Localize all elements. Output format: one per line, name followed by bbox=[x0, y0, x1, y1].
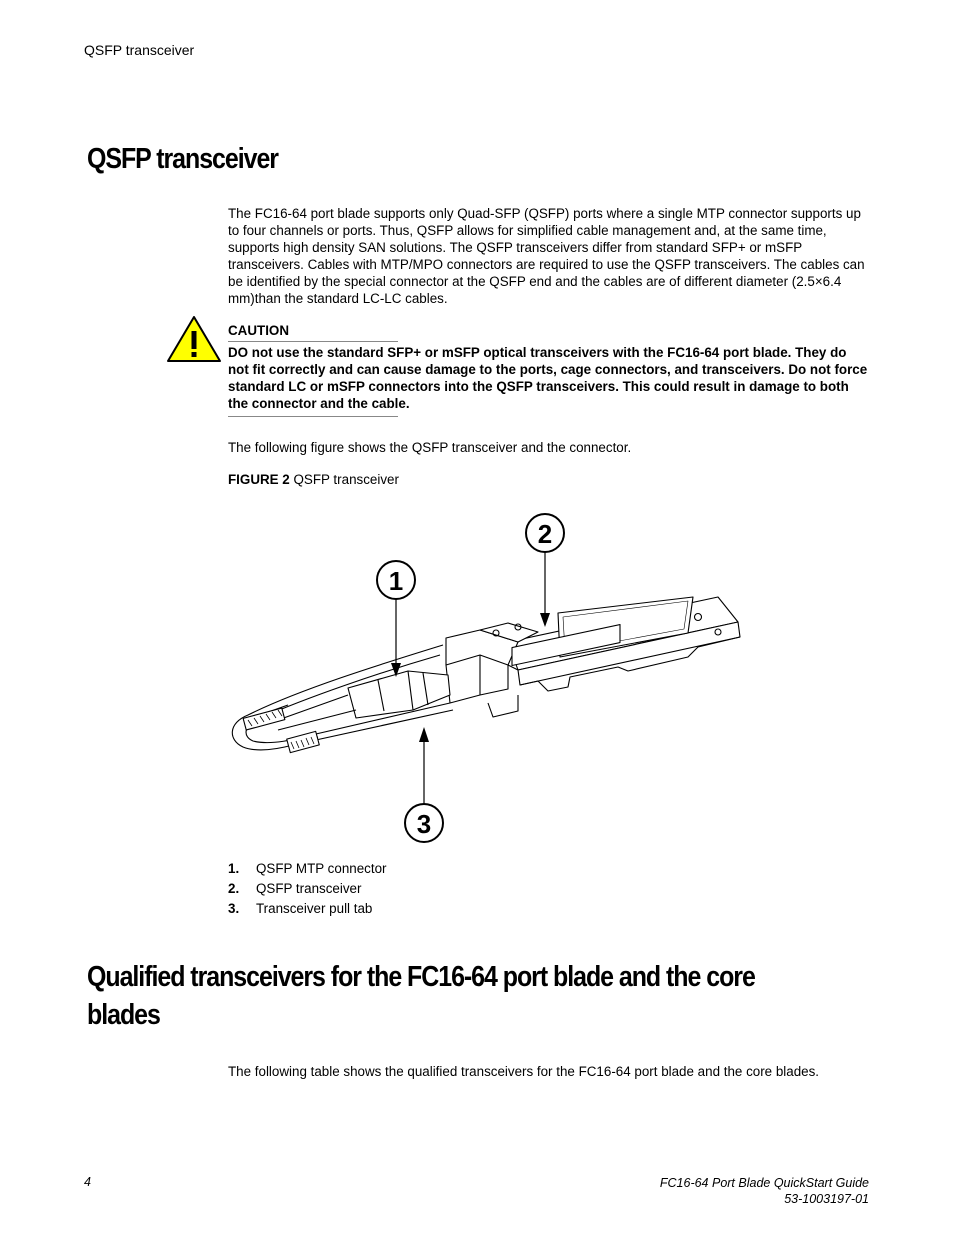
footer-doc-number: 53-1003197-01 bbox=[784, 1192, 869, 1206]
caution-text: DO not use the standard SFP+ or mSFP optical transceivers with the FC16-64 port blade. They do not fit correctly and can cause damage to the ports, cage connectors, and transceivers. Do not force standard LC or mSFP connectors into the QSFP transceivers. This could result in damage to both the connector and the cable. bbox=[228, 345, 868, 411]
section-title-line-1: Qualified transceivers for the FC16-64 port blade and the core bbox=[87, 961, 755, 993]
caution-bottom-rule bbox=[228, 416, 398, 417]
section-title-qualified-transceivers bbox=[87, 958, 755, 1034]
figure-caption-text: QSFP transceiver bbox=[293, 472, 399, 487]
legend-text: Transceiver pull tab bbox=[256, 901, 373, 916]
legend-text: QSFP MTP connector bbox=[256, 861, 387, 876]
callout-1-label: 1 bbox=[388, 566, 404, 596]
caution-label: CAUTION bbox=[228, 323, 289, 338]
legend-text: QSFP transceiver bbox=[256, 881, 362, 896]
qualified-transceivers-intro: The following table shows the qualified transceivers for the FC16-64 port blade and the core blades. bbox=[228, 1064, 820, 1079]
callout-3-label: 3 bbox=[416, 809, 432, 839]
legend-number: 3. bbox=[228, 901, 240, 916]
figure-caption bbox=[228, 472, 399, 487]
running-header: QSFP transceiver bbox=[84, 42, 195, 58]
callout-2-arrowhead bbox=[540, 613, 550, 627]
footer-doc-title: FC16-64 Port Blade QuickStart Guide bbox=[659, 1176, 869, 1190]
qsfp-intro-paragraph: The FC16-64 port blade supports only Quad-SFP (QSFP) ports where a single MTP connector supports up to four channels or ports. Thus, QSFP allows for simplified cable management and, at the same time, supports high density SAN solutions. The QSFP transceivers differ from standard SFP+ or mSFP transceivers. Cables with MTP/MPO connectors are required to use the QSFP transceivers. The cables can be identified by the special connector at the QSFP end and the cables are of different diameter (2.5×6.4 mm)than the standard LC-LC cables. bbox=[228, 206, 865, 306]
footer-doc-info bbox=[660, 1175, 869, 1207]
qsfp-transceiver-figure bbox=[218, 505, 758, 855]
figure-label: FIGURE 2 bbox=[228, 472, 290, 487]
mtp-connector bbox=[243, 671, 450, 753]
warning-triangle-icon bbox=[166, 314, 222, 364]
legend-number: 1. bbox=[228, 861, 240, 876]
legend-item bbox=[228, 901, 387, 921]
legend-item bbox=[228, 881, 387, 901]
callout-3-arrowhead bbox=[419, 727, 429, 742]
section-title-qsfp: QSFP transceiver bbox=[87, 143, 278, 175]
page-number: 4 bbox=[84, 1175, 91, 1189]
section-title-line-2: blades bbox=[87, 999, 160, 1031]
legend-number: 2. bbox=[228, 881, 240, 896]
legend-item bbox=[228, 861, 387, 881]
callout-2-label: 2 bbox=[537, 519, 553, 549]
figure-legend bbox=[228, 861, 387, 921]
figure-intro-paragraph: The following figure shows the QSFP transceiver and the connector. bbox=[228, 440, 632, 455]
caution-top-rule bbox=[228, 341, 398, 342]
